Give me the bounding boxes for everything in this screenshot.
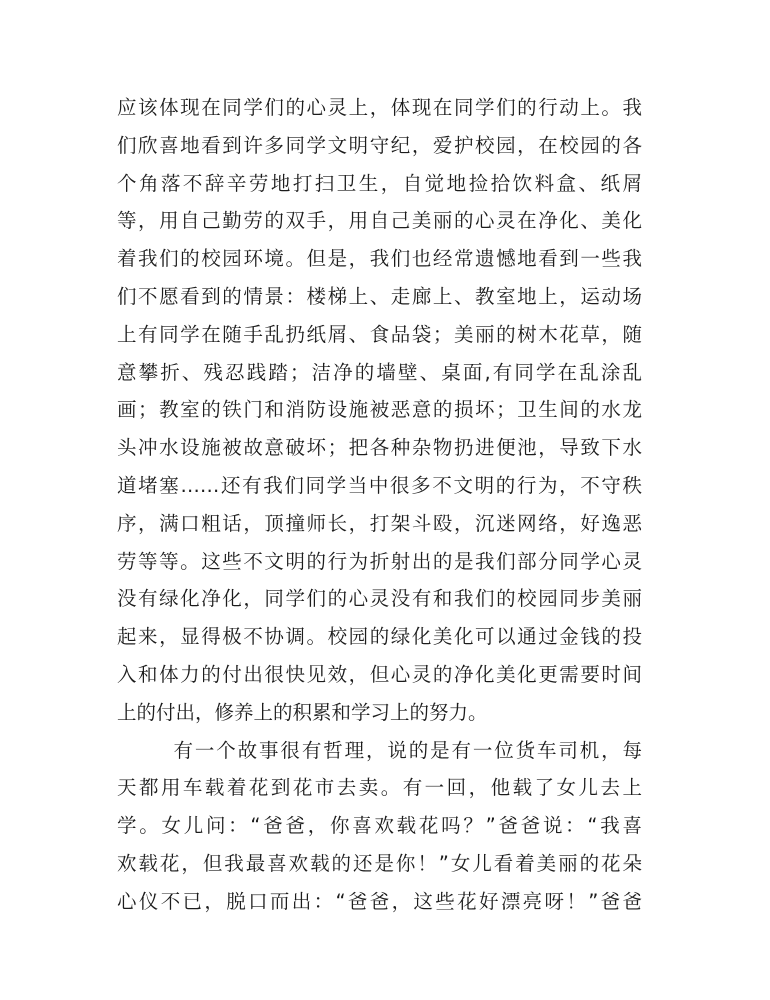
text-line: 应该体现在同学们的心灵上，体现在同学们的行动上。我 xyxy=(117,96,642,119)
text-line: 们欣喜地看到许多同学文明守纪，爱护校园，在校园的各 xyxy=(117,133,642,157)
paragraph-start-line: 有一个故事很有哲理，说的是有一位货车司机，每 xyxy=(173,738,642,762)
paragraph-end-line: 上的付出，修养上的积累和学习上的努力。 xyxy=(117,700,488,724)
text-line: 序，满口粗话，顶撞师长，打架斗殴，沉迷网络，好逸恶 xyxy=(117,511,642,535)
text-line: 道堵塞……还有我们同学当中很多不文明的行为，不守秩 xyxy=(117,473,642,497)
text-line: 着我们的校园环境。但是，我们也经常遗憾地看到一些我 xyxy=(117,247,642,271)
text-line: 欢载花，但我最喜欢载的还是你！”女儿看着美丽的花朵 xyxy=(117,851,642,875)
text-line: 头冲水设施被故意破坏；把各种杂物扔进便池，导致下水 xyxy=(117,436,642,460)
text-line: 没有绿化净化，同学们的心灵没有和我们的校园同步美丽 xyxy=(117,587,642,611)
text-line: 们不愿看到的情景：楼梯上、走廊上、教室地上，运动场 xyxy=(117,284,642,308)
text-line: 等，用自己勤劳的双手，用自己美丽的心灵在净化、美化 xyxy=(117,209,642,233)
text-line: 上有同学在随手乱扔纸屑、食品袋；美丽的树木花草，随 xyxy=(117,322,642,346)
text-line: 个角落不辞辛劳地打扫卫生，自觉地捡拾饮料盒、纸屑 xyxy=(117,171,642,195)
text-line: 天都用车载着花到花市去卖。有一回，他载了女儿去上 xyxy=(117,776,642,800)
text-line: 起来，显得极不协调。校园的绿化美化可以通过金钱的投 xyxy=(117,625,642,649)
text-line: 心仪不已，脱口而出：“爸爸，这些花好漂亮呀！”爸爸 xyxy=(117,889,642,913)
text-line: 入和体力的付出很快见效，但心灵的净化美化更需要时间 xyxy=(117,662,642,686)
text-line: 画；教室的铁门和消防设施被恶意的损坏；卫生间的水龙 xyxy=(117,398,642,422)
text-line: 劳等等。这些不文明的行为折射出的是我们部分同学心灵 xyxy=(117,549,642,573)
text-line: 学。女儿问：“爸爸，你喜欢载花吗？”爸爸说：“我喜 xyxy=(117,814,642,838)
text-line: 意攀折、残忍践踏；洁净的墙壁、桌面,有同学在乱涂乱 xyxy=(117,360,642,384)
body-text xyxy=(117,89,642,921)
